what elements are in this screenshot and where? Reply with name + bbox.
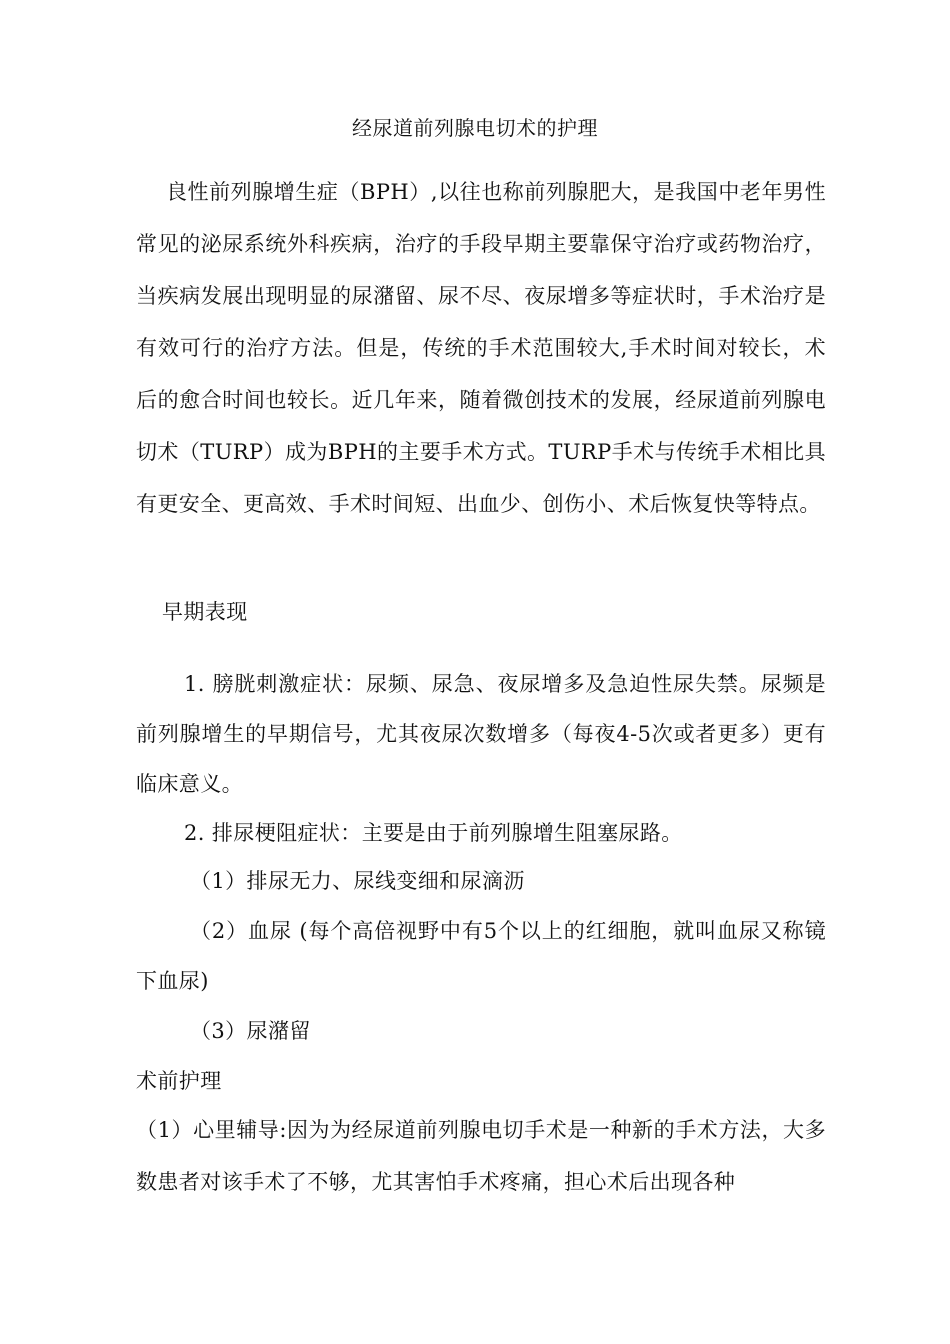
sub-item-1: （1）排尿无力、尿线变细和尿滴沥 bbox=[190, 869, 525, 893]
preop-item-1: （1）心里辅导:因为为经尿道前列腺电切手术是一种新的手术方法，大多数患者对该手术了不够，尤其害怕手术疼痛，担心术后出现各种 bbox=[136, 1118, 826, 1194]
sub-item-2: （2）血尿 (每个高倍视野中有5个以上的红细胞，就叫血尿又称镜下血尿) bbox=[136, 919, 826, 993]
document-title: 经尿道前列腺电切术的护理 bbox=[352, 116, 598, 140]
sub-item-3: （3）尿潴留 bbox=[190, 1019, 311, 1043]
symptom-item-1: 1. 膀胱刺激症状：尿频、尿急、夜尿增多及急迫性尿失禁。尿频是前列腺增生的早期信号，尤其夜尿次数增多（每夜4-5次或者更多）更有临床意义。 bbox=[136, 672, 826, 796]
intro-paragraph: 良性前列腺增生症（BPH）,以往也称前列腺肥大，是我国中老年男性常见的泌尿系统外科疾病，治疗的手段早期主要靠保守治疗或药物治疗，当疾病发展出现明显的尿潴留、尿不尽、夜尿增多等症状时，手术治疗是有效可行的治疗方法。但是，传统的手术范围较大,手术时间对较长，术后的愈合时间也较长。近几年来，随着微创技术的发展，经尿道前列腺电切术（TURP）成为BPH的主要手术方式。TURP手术与传统手术相比具有更安全、更高效、手术时间短、出血少、创伤小、术后恢复快等特点。 bbox=[136, 180, 826, 516]
preop-heading: 术前护理 bbox=[136, 1069, 222, 1093]
early-symptoms-heading: 早期表现 bbox=[162, 600, 248, 624]
symptom-item-2: 2. 排尿梗阻症状：主要是由于前列腺增生阻塞尿路。 bbox=[184, 821, 683, 845]
